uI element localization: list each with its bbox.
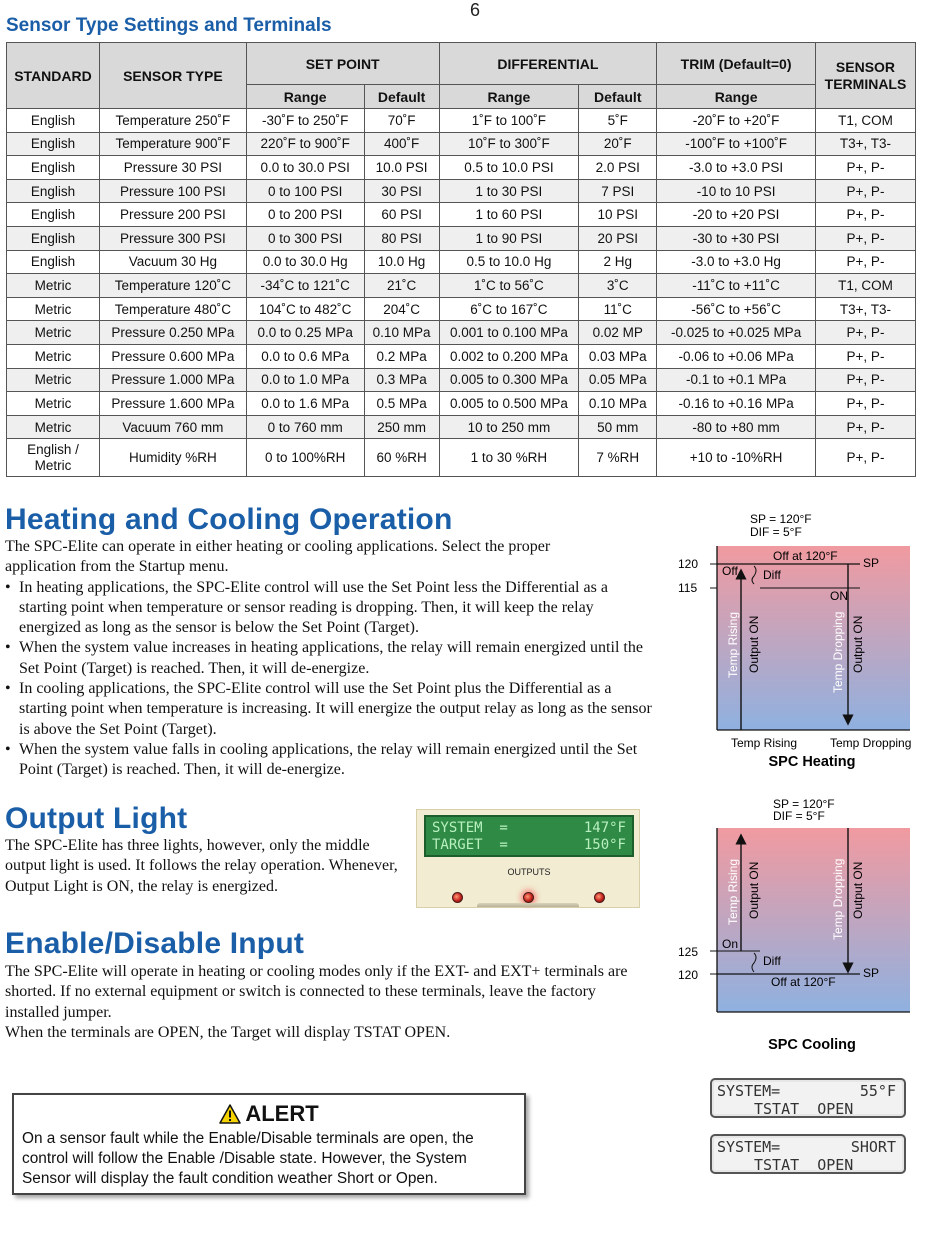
table-cell: 0.005 to 0.300 MPa (439, 368, 579, 392)
table-row (7, 203, 916, 227)
heat-dif-label: DIF = 5°F (750, 525, 802, 539)
lcd-example-system-value: 55°F (859, 1082, 896, 1100)
heating-cooling-heading: Heating and Cooling Operation (5, 503, 453, 536)
table-cell: P+, P- (815, 321, 915, 345)
table-cell: English (7, 226, 100, 250)
table-cell: English (7, 250, 100, 274)
lcd-example-system-value: SHORT (850, 1138, 896, 1156)
table-cell: 1 to 60 PSI (439, 203, 579, 227)
bullet-item: • In heating applications, the SPC-Elite control will use the Set Point less the Differential as a starting point when temperature or sensor reading is dropping. Then, it will keep the relay energized as long as the sensor is below the Set Point (Target). (5, 578, 655, 639)
table-cell: 0.3 MPa (364, 368, 439, 392)
table-row (7, 439, 916, 477)
table-row (7, 109, 916, 133)
table-cell: Metric (7, 297, 100, 321)
heating-cooling-bullets (5, 578, 655, 781)
cool-diff-label: Diff (763, 954, 781, 968)
table-cell: 1˚F to 100˚F (439, 109, 579, 133)
table-cell: 0.0 to 0.6 MPa (246, 344, 364, 368)
table-cell: 0.05 MPa (579, 368, 657, 392)
col-header-sp-range: Range (246, 85, 364, 109)
cool-sp-marker: SP (863, 966, 880, 980)
table-cell: 0 to 760 mm (246, 415, 364, 439)
table-cell: Metric (7, 344, 100, 368)
table-cell: 1 to 30 %RH (439, 439, 579, 477)
table-cell: Humidity %RH (99, 439, 246, 477)
table-row (7, 297, 916, 321)
alert-title: ALERT (245, 1101, 319, 1126)
heat-on-label: ON (830, 589, 848, 603)
table-cell: P+, P- (815, 179, 915, 203)
warning-icon (219, 1104, 241, 1130)
table-cell: 0.0 to 0.25 MPa (246, 321, 364, 345)
panel-lcd-line2 (432, 837, 626, 855)
table-cell: T1, COM (815, 109, 915, 133)
table-row (7, 226, 916, 250)
heating-cooling-intro: The SPC-Elite can operate in either heating or cooling applications. Select the proper application from the Startup menu. (5, 538, 551, 576)
lcd-example-target: TSTAT OPEN (754, 1100, 854, 1118)
col-header-sensor-type: SENSOR TYPE (99, 43, 246, 109)
table-cell: English (7, 156, 100, 180)
table-cell: Metric (7, 392, 100, 416)
table-cell: -20˚F to +20˚F (657, 109, 816, 133)
output-light-panel (416, 809, 640, 908)
table-cell: 50 mm (579, 415, 657, 439)
table-cell: -34˚C to 121˚C (246, 274, 364, 298)
table-cell: English (7, 179, 100, 203)
table-cell: 0.0 to 30.0 PSI (246, 156, 364, 180)
panel-lcd-system-value: 147°F (583, 820, 626, 836)
cool-left-col-a: Temp Rising (726, 858, 740, 925)
table-cell: 0 to 300 PSI (246, 226, 364, 250)
table-cell: 7 %RH (579, 439, 657, 477)
table-cell: 3˚C (579, 274, 657, 298)
enable-disable-body (5, 962, 650, 1043)
table-cell: 0.0 to 1.0 MPa (246, 368, 364, 392)
sensor-settings-table (6, 42, 916, 477)
table-cell: -3.0 to +3.0 Hg (657, 250, 816, 274)
table-row (7, 132, 916, 156)
table-cell: English (7, 132, 100, 156)
table-cell: -100˚F to +100˚F (657, 132, 816, 156)
table-cell: -0.06 to +0.06 MPa (657, 344, 816, 368)
heating-cooling-body (5, 537, 655, 781)
panel-lcd-system-label: SYSTEM = (432, 820, 508, 836)
table-cell: 10.0 PSI (364, 156, 439, 180)
lcd-example-short (710, 1134, 906, 1174)
table-cell: 0 to 100 PSI (246, 179, 364, 203)
table-cell: Temperature 120˚C (99, 274, 246, 298)
table-cell: 250 mm (364, 415, 439, 439)
table-cell: 20 PSI (579, 226, 657, 250)
table-cell: -20 to +20 PSI (657, 203, 816, 227)
lcd-example-fault (710, 1078, 906, 1118)
cool-y-tick-125: 125 (678, 945, 699, 959)
col-header-differential: DIFFERENTIAL (439, 43, 657, 85)
table-row (7, 321, 916, 345)
page-number: 6 (469, 0, 480, 20)
table-cell: Pressure 0.250 MPa (99, 321, 246, 345)
cool-on-label: On (722, 937, 739, 951)
table-cell: -0.025 to +0.025 MPa (657, 321, 816, 345)
table-cell: 204˚C (364, 297, 439, 321)
table-cell: 80 PSI (364, 226, 439, 250)
table-cell: -11˚C to +11˚C (657, 274, 816, 298)
bullet-item: • When the system value increases in heating applications, the relay will remain energized until the Set Point (Target) is reached. Then, it will de-energize. (5, 638, 655, 679)
panel-bar (477, 903, 579, 907)
cool-y-tick-120: 120 (678, 968, 699, 982)
table-cell: 0.0 to 30.0 Hg (246, 250, 364, 274)
table-cell: 10 to 250 mm (439, 415, 579, 439)
table-cell: Vacuum 30 Hg (99, 250, 246, 274)
lcd-example-target: TSTAT OPEN (754, 1156, 854, 1174)
table-cell: 60 %RH (364, 439, 439, 477)
bullet-item: • In cooling applications, the SPC-Elite control will use the Set Point plus the Differential as a starting point when temperature is increasing. It will energize the output relay as long as the sensor is above the Set Point (Target). (5, 679, 655, 740)
alert-text: On a sensor fault while the Enable/Disable terminals are open, the control will follow the Enable /Disable state. However, the System Sensor will display the fault condition weather Short or Open. (22, 1130, 474, 1187)
table-cell: 0.0 to 1.6 MPa (246, 392, 364, 416)
table-cell: P+, P- (815, 203, 915, 227)
enable-disable-text2: When the terminals are OPEN, the Target will display TSTAT OPEN. (5, 1023, 451, 1041)
table-cell: 60 PSI (364, 203, 439, 227)
table-cell: -80 to +80 mm (657, 415, 816, 439)
table-cell: 1 to 90 PSI (439, 226, 579, 250)
table-cell: -3.0 to +3.0 PSI (657, 156, 816, 180)
bullet-item: • When the system value falls in cooling applications, the relay will remain energized until the Set Point (Target) is reached. Then, it will de-energize. (5, 740, 655, 781)
heating-diagram (670, 508, 930, 773)
table-cell: 0.2 MPa (364, 344, 439, 368)
table-cell: 1 to 30 PSI (439, 179, 579, 203)
table-cell: -30 to +30 PSI (657, 226, 816, 250)
table-cell: 0 to 100%RH (246, 439, 364, 477)
col-header-set-point: SET POINT (246, 43, 439, 85)
heat-sp-marker: SP (863, 556, 880, 570)
table-row (7, 156, 916, 180)
table-cell: English / Metric (7, 439, 100, 477)
table-cell: 70˚F (364, 109, 439, 133)
table-cell: Pressure 300 PSI (99, 226, 246, 250)
table-cell: P+, P- (815, 392, 915, 416)
cool-left-col-b: Output ON (747, 861, 761, 919)
panel-lcd-target-value: 150°F (583, 837, 626, 853)
cooling-diagram (670, 793, 930, 1058)
col-header-sensor-terminals: SENSOR TERMINALS (815, 43, 915, 109)
table-row (7, 179, 916, 203)
table-cell: 30 PSI (364, 179, 439, 203)
table-row (7, 344, 916, 368)
cooling-diagram-svg (670, 793, 930, 1058)
table-cell: 5˚F (579, 109, 657, 133)
table-cell: P+, P- (815, 156, 915, 180)
table-cell: +10 to -10%RH (657, 439, 816, 477)
table-row (7, 415, 916, 439)
table-cell: Pressure 30 PSI (99, 156, 246, 180)
table-cell: -56˚C to +56˚C (657, 297, 816, 321)
table-cell: Metric (7, 368, 100, 392)
heat-off-label: Off (722, 564, 738, 578)
alert-title-row (14, 1101, 524, 1130)
table-cell: 21˚C (364, 274, 439, 298)
table-cell: Vacuum 760 mm (99, 415, 246, 439)
panel-lcd-screen (424, 815, 634, 857)
table-cell: 10˚F to 300˚F (439, 132, 579, 156)
heat-left-col-b: Output ON (747, 615, 761, 673)
cool-dif-label: DIF = 5°F (773, 809, 825, 823)
cool-caption: SPC Cooling (768, 1037, 856, 1053)
table-cell: Metric (7, 415, 100, 439)
heat-right-col-a: Temp Dropping (831, 611, 845, 693)
panel-lcd-target-label: TARGET = (432, 837, 508, 853)
table-cell: 0.002 to 0.200 MPa (439, 344, 579, 368)
table-cell: Metric (7, 321, 100, 345)
col-header-trim-range: Range (657, 85, 816, 109)
output-led-right (594, 892, 605, 903)
table-cell: 400˚F (364, 132, 439, 156)
table-cell: Pressure 1.600 MPa (99, 392, 246, 416)
col-header-sp-default: Default (364, 85, 439, 109)
table-cell: 0.5 to 10.0 PSI (439, 156, 579, 180)
heating-diagram-svg (670, 508, 930, 773)
table-cell: Pressure 1.000 MPa (99, 368, 246, 392)
table-cell: T3+, T3- (815, 297, 915, 321)
output-light-heading: Output Light (5, 802, 188, 835)
table-cell: Temperature 250˚F (99, 109, 246, 133)
table-cell: P+, P- (815, 439, 915, 477)
alert-box (12, 1093, 526, 1195)
heat-y-tick-115: 115 (678, 581, 698, 595)
enable-disable-text1: The SPC-Elite will operate in heating or cooling modes only if the EXT- and EXT+ terminals are shorted. If no external equipment or switch is connected to these terminals, leave the factory installed jumper. (5, 963, 628, 1021)
output-led-left (452, 892, 463, 903)
table-row (7, 392, 916, 416)
col-header-standard: STANDARD (7, 43, 100, 109)
table-cell: P+, P- (815, 368, 915, 392)
table-cell: T3+, T3- (815, 132, 915, 156)
table-cell: Pressure 0.600 MPa (99, 344, 246, 368)
table-cell: 7 PSI (579, 179, 657, 203)
table-title: Sensor Type Settings and Terminals (6, 15, 332, 36)
cool-sp-label: SP = 120°F (773, 797, 835, 811)
heat-sp-label: SP = 120°F (750, 512, 812, 526)
outputs-label: OUTPUTS (507, 867, 551, 877)
table-cell: English (7, 109, 100, 133)
table-cell: 0.005 to 0.500 MPa (439, 392, 579, 416)
table-cell: 6˚C to 167˚C (439, 297, 579, 321)
table-cell: 10.0 Hg (364, 250, 439, 274)
col-header-dif-default: Default (579, 85, 657, 109)
lcd-example-system-label: SYSTEM= (717, 1082, 781, 1100)
table-cell: Pressure 100 PSI (99, 179, 246, 203)
table-cell: 0.5 to 10.0 Hg (439, 250, 579, 274)
table-cell: 0.03 MPa (579, 344, 657, 368)
table-cell: -30˚F to 250˚F (246, 109, 364, 133)
table-cell: 104˚C to 482˚C (246, 297, 364, 321)
table-row (7, 368, 916, 392)
output-led-middle (523, 892, 534, 903)
lcd-example-system-label: SYSTEM= (717, 1138, 781, 1156)
table-cell: 0 to 200 PSI (246, 203, 364, 227)
heat-left-col-a: Temp Rising (726, 611, 740, 678)
table-cell: 10 PSI (579, 203, 657, 227)
heat-x-left: Temp Rising (731, 736, 798, 750)
table-cell: English (7, 203, 100, 227)
col-header-dif-range: Range (439, 85, 579, 109)
heat-diff-label: Diff (763, 568, 781, 582)
table-cell: P+, P- (815, 226, 915, 250)
table-cell: 0.02 MP (579, 321, 657, 345)
table-cell: 2 Hg (579, 250, 657, 274)
heat-caption: SPC Heating (768, 754, 856, 770)
table-cell: 20˚F (579, 132, 657, 156)
table-cell: 220˚F to 900˚F (246, 132, 364, 156)
heat-plot-area (717, 546, 910, 730)
table-cell: 0.001 to 0.100 MPa (439, 321, 579, 345)
table-row (7, 274, 916, 298)
heat-y-tick-120: 120 (678, 557, 699, 571)
table-cell: 0.10 MPa (579, 392, 657, 416)
col-header-trim: TRIM (Default=0) (657, 43, 816, 85)
table-cell: -0.1 to +0.1 MPa (657, 368, 816, 392)
table-cell: P+, P- (815, 415, 915, 439)
table-cell: Temperature 480˚C (99, 297, 246, 321)
panel-lcd-line1 (432, 820, 626, 838)
table-cell: Metric (7, 274, 100, 298)
heat-x-right: Temp Dropping (830, 736, 912, 750)
table-cell: T1, COM (815, 274, 915, 298)
table-cell: P+, P- (815, 250, 915, 274)
table-cell: 0.5 MPa (364, 392, 439, 416)
heat-off-at: Off at 120°F (773, 549, 838, 563)
cool-off-at: Off at 120°F (771, 975, 836, 989)
table-row (7, 250, 916, 274)
table-cell: Temperature 900˚F (99, 132, 246, 156)
table-cell: -10 to 10 PSI (657, 179, 816, 203)
table-cell: 1˚C to 56˚C (439, 274, 579, 298)
enable-disable-heading: Enable/Disable Input (5, 927, 305, 960)
table-cell: Pressure 200 PSI (99, 203, 246, 227)
cool-right-col-a: Temp Dropping (831, 858, 845, 940)
table-cell: 11˚C (579, 297, 657, 321)
table-cell: 2.0 PSI (579, 156, 657, 180)
table-cell: -0.16 to +0.16 MPa (657, 392, 816, 416)
output-light-text: The SPC-Elite has three lights, however, only the middle output light is used. It follows the relay operation. Whenever, Output Light is ON, the relay is energized. (5, 837, 398, 895)
table-cell: P+, P- (815, 344, 915, 368)
sensor-table-body (7, 109, 916, 477)
heat-right-col-b: Output ON (851, 615, 865, 673)
table-cell: 0.10 MPa (364, 321, 439, 345)
cool-right-col-b: Output ON (851, 861, 865, 919)
